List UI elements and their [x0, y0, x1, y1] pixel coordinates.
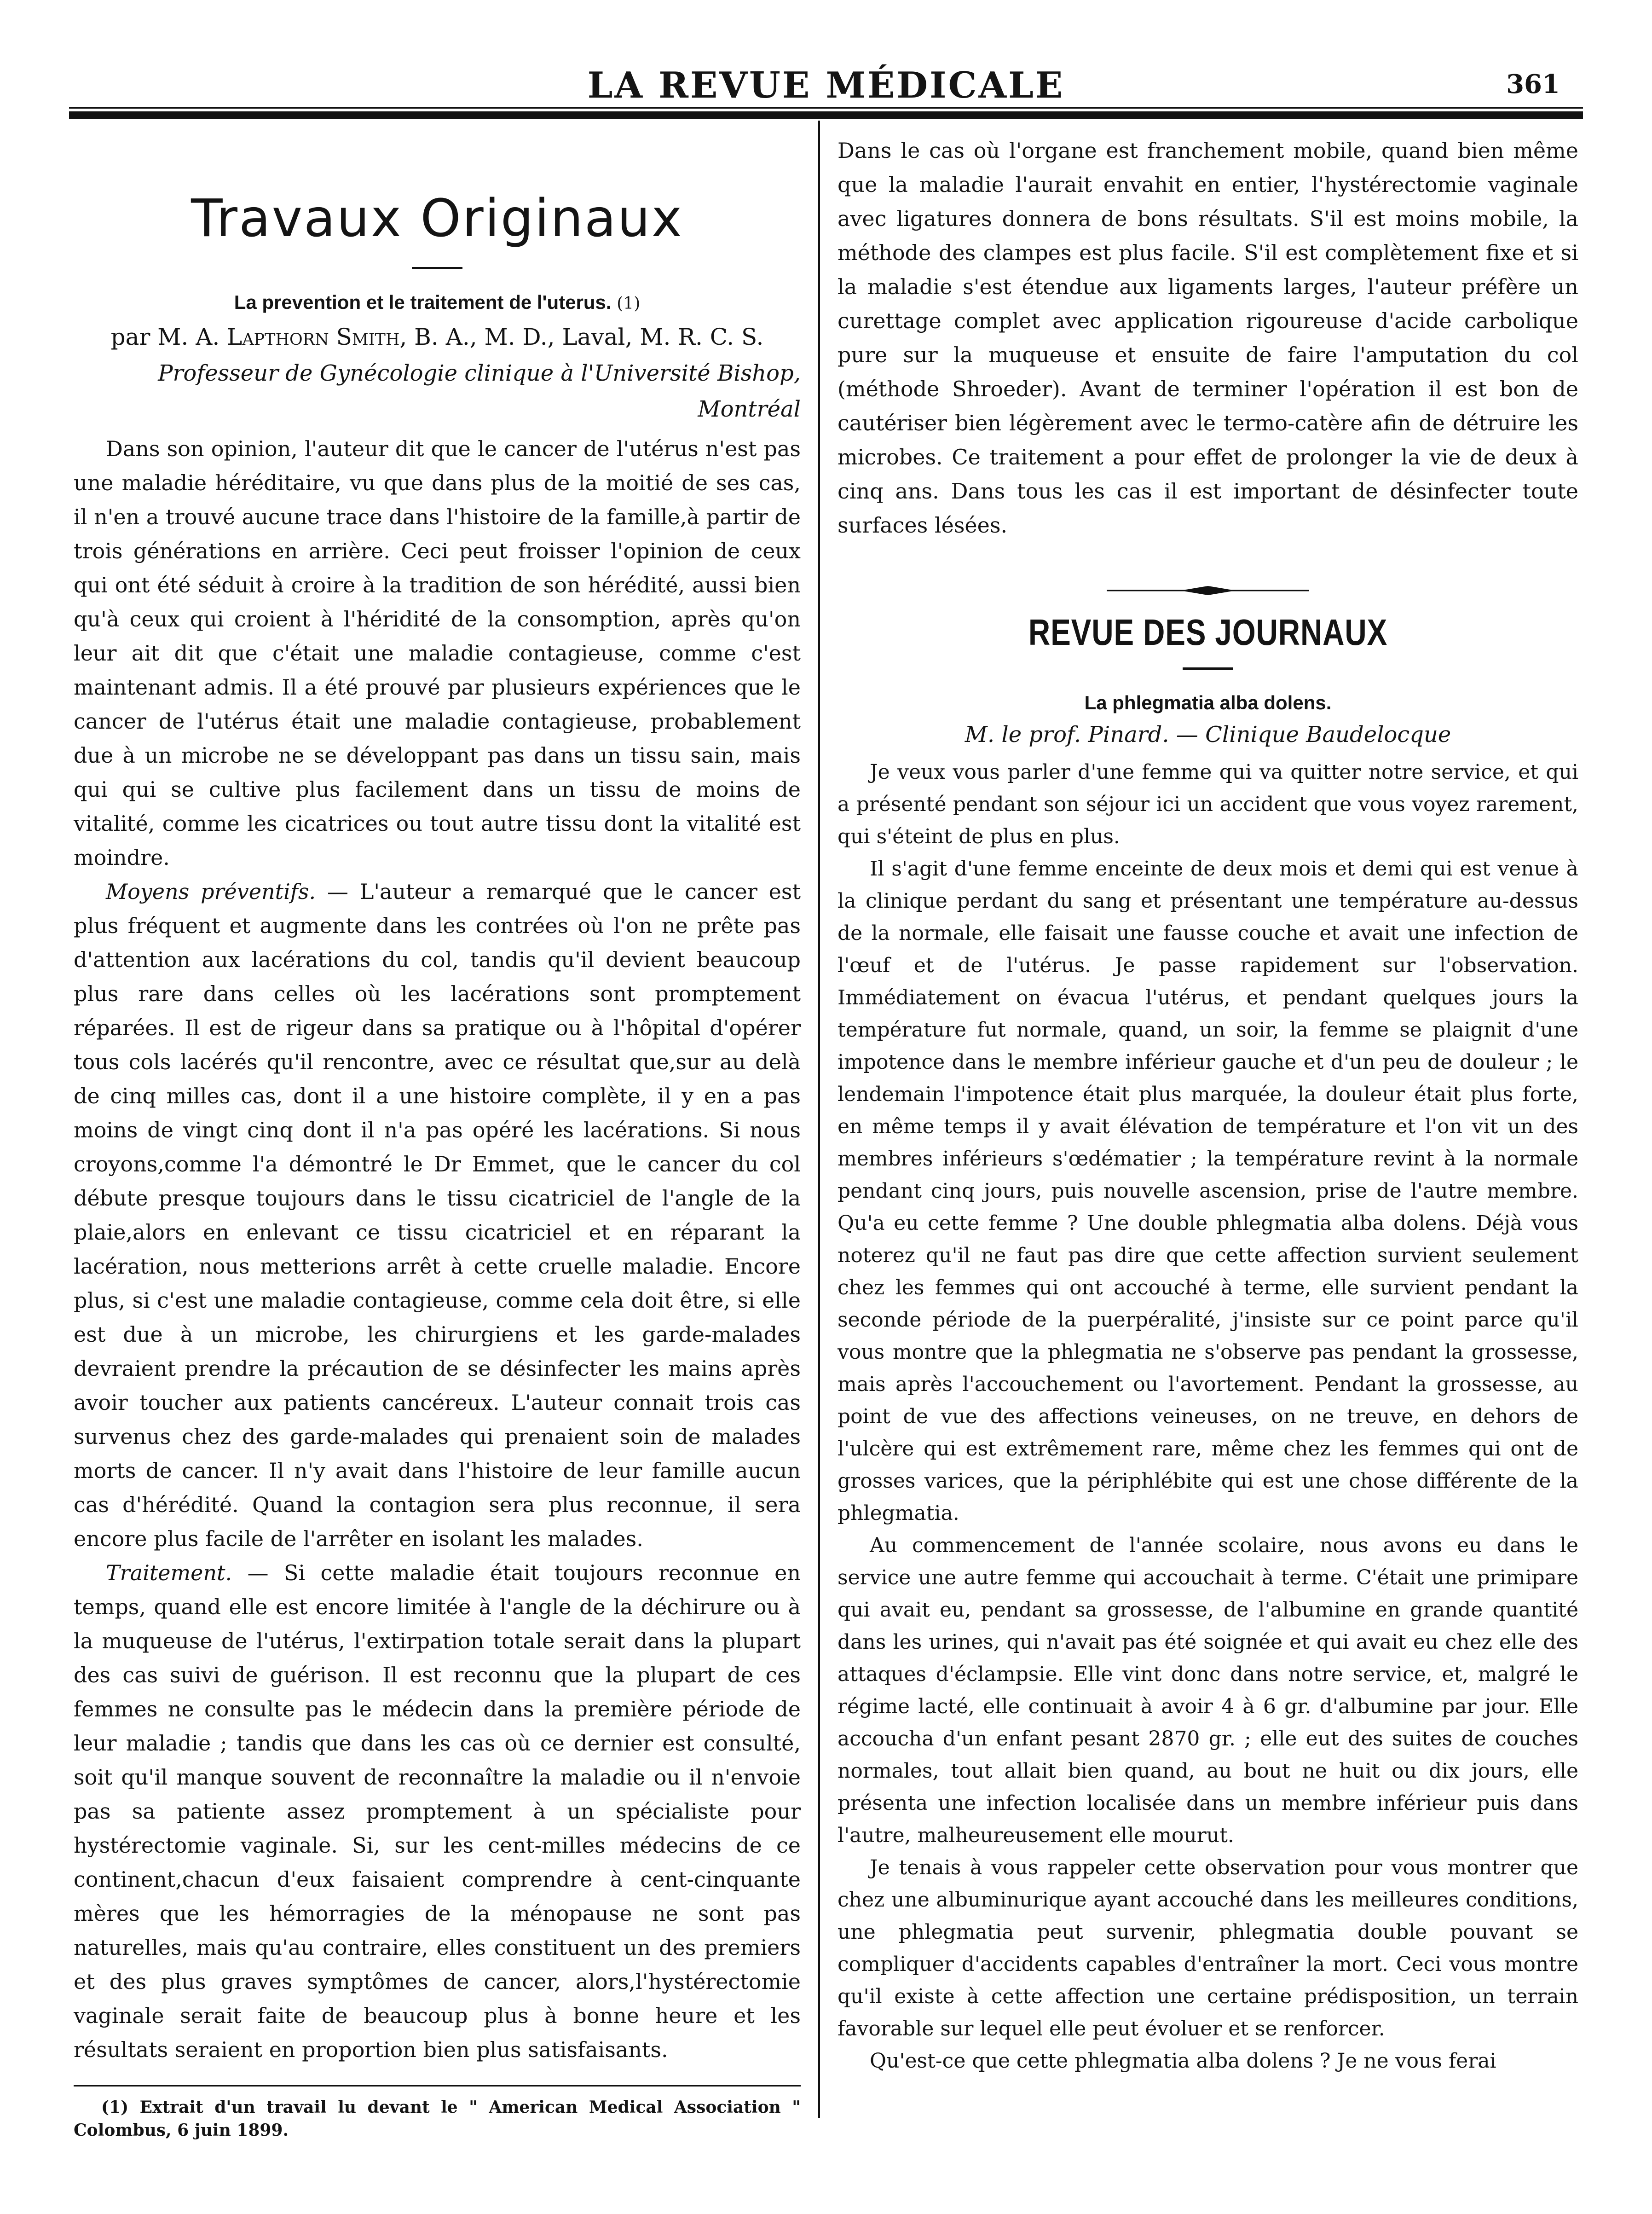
- ornament-divider: [1107, 584, 1309, 597]
- byline: [74, 319, 801, 355]
- author-affiliation: Professeur de Gynécologie clinique à l'Université Bishop, Montréal: [158, 360, 801, 422]
- paragraph-moyens-preventifs: [74, 875, 801, 1556]
- paragraph-observation: Je tenais à vous rappeler cette observation pour vous montrer que chez une albuminurique ayant accouché dans les meilleures conditions, une phlegmatia peut survenir, phlegmatia double pouvant se compliquer d'accidents capables d'entraîner la mort. Ceci vous montre qu'il existe à cette affection une certaine prédisposition, un terrain favorable sur lequel elle peut évoluer et se renforcer.: [838, 1856, 1578, 2040]
- author-name: Lapthorn Smith: [227, 324, 400, 350]
- paragraph-case-2: Au commencement de l'année scolaire, nous avons eu dans le service une autre femme qui accouchait à terme. C'était une primipare qui avait eu, pendant sa grossesse, de l'albumine en grande quantité dans les urines, qui n'avait pas été soignée et qui avait eu chez elle des attaques d'éclampsie. Elle vint donc dans notre service, et, malgré le régime lacté, elle continuait à avoir 4 à 6 gr. d'albumine par jour. Elle accoucha d'un enfant pesant 2870 gr. ; elle eut des suites de couches normales, tout allait bien quand, au bout ne huit ou dix jours, elle présenta une infection localisée dans un membre inférieur puis dans l'autre, malheureusement elle mourut.: [838, 1534, 1578, 1847]
- header-rule-thick: [69, 111, 1583, 119]
- footnote-rule: [74, 2085, 801, 2086]
- paragraph-intro: Je veux vous parler d'une femme qui va quitter notre service, et qui a présenté pendant son séjour ici un accident que vous voyez rarement, qui s'éteint de plus en plus.: [838, 760, 1578, 848]
- text-traitement: — Si cette maladie était toujours reconnue en temps, quand elle est encore limitée à l'angle de la déchirure ou à la muqueuse de l'utérus, l'extirpation totale serait dans la plupart des cas suivi de guérison. Il est reconnu que la plupart de ces femmes ne consulte pas le médecin dans la première période de leur maladie ; tandis que dans les cas où ce dernier est consulté, soit qu'il manque souvent de reconnaître la maladie ou il n'envoie pas sa patiente assez promptement à un spécialiste pour hystérectomie vaginale. Si, sur les cent-milles médecins de ce continent,chacun d'eux faisaient comprendre à cent-cinquante mères que les hémorragies de la ménopause ne sont pas naturelles, mais qu'au contraire, elles constituent un des premiers et des plus graves symptômes de cancer, alors,l'hystérectomie vaginale serait faite de beaucoup plus à bonne heure et les résultats seraient en proportion bien plus satisfaisants.: [74, 1560, 801, 2062]
- footnote-marker: (1): [617, 294, 641, 313]
- section-title-revue: REVUE DES JOURNAUX: [1028, 612, 1388, 653]
- page-number: 361: [1506, 69, 1560, 99]
- text-moyens-preventifs: — L'auteur a remarqué que le cancer est plus fréquent et augmente dans les contrées où l'on ne prête pas d'attention aux lacérations du col, tandis qu'il devient beaucoup plus rare dans celles où les lacérations sont promptement réparées. Il est de rigeur dans sa pratique ou à l'hôpital d'opérer tous cols lacérés qu'il rencontre, avec ce résultat que,sur au delà de cinq milles cas, dont il a une histoire complète, il y en a pas moins de vingt cinq dont il n'a pas opéré les lacérations. Si nous croyons,comme l'a démontré le Dr Emmet, que le cancer du col débute presque toujours dans le tissu cicatriciel de l'angle de la plaie,alors en enlevant ce tissu cicatriciel et en réparant la lacération, nous metterions arrêt à cette cruelle maladie. Encore plus, si c'est une maladie contagieuse, comme cela doit être, si elle est due à un microbe, les chirurgiens et les garde-malades devraient prendre la précaution de se désinfecter les mains après avoir toucher aux patients cancéreux. L'auteur connait trois cas survenus chez des garde-malades qui prenaient soin de malades morts de cancer. Il n'y avait dans l'histoire de leur famille aucun cas d'hérédité. Quand la contagion sera plus reconnue, il sera encore plus facile de l'arrêter en isolant les malades.: [74, 879, 801, 1551]
- byline-suffix: , B. A., M. D., Laval, M. R. C. S.: [399, 324, 764, 350]
- article-title-phlegmatia: La phlegmatia alba dolens.: [1084, 692, 1332, 713]
- section-rule: [412, 267, 462, 269]
- article-title: [74, 288, 801, 319]
- paragraph-continuation: Dans le cas où l'organe est franchement mobile, quand bien même que la maladie l'aurait envahit en entier, l'hystérectomie vaginale avec ligatures donnera de bons résultats. S'il est moins mobile, la méthode des clampes est plus facile. S'il est complètement fixe et si la maladie s'est étendue aux ligaments larges, l'auteur préfère un curettage complet avec application rigoureuse d'acide carbolique pure sur la muqueuse et ensuite de faire l'amputation du col (méthode Shroeder). Avant de terminer l'opération il est bon de cautériser bien légèrement avec le termo-catère afin de détruire les microbes. Ce traitement a pour effet de prolonger la vie de deux à cinq ans. Dans tous les cas il est important de désinfecter toute surfaces lésées.: [838, 138, 1578, 538]
- label-traitement: Traitement.: [106, 1560, 232, 1585]
- left-column: [74, 133, 801, 2142]
- paragraph-traitement: [74, 1556, 801, 2067]
- section-title-travaux: Travaux Originaux: [191, 189, 683, 249]
- footnote: (1) Extrait d'un travail lu devant le " American Medical Association " Colombus, 6 juin 1899.: [74, 2098, 801, 2140]
- article-subtitle: M. le prof. Pinard. — Clinique Baudelocque: [965, 722, 1451, 748]
- label-moyens-preventifs: Moyens préventifs.: [106, 879, 316, 904]
- running-head: LA REVUE MÉDICALE: [587, 64, 1065, 106]
- paragraph-opinion: Dans son opinion, l'auteur dit que le cancer de l'utérus n'est pas une maladie héréditaire, vu que dans plus de la moitié de ses cas, il n'en a trouvé aucune trace dans l'histoire de la famille,à partir de trois générations en arrière. Ceci peut froisser l'opinion de ceux qui ont été séduit à croire à la tradition de son hérédité, aussi bien qu'à ceux qui croient à l'héridité de la consomption, après qu'on leur ait dit que c'était une maladie contagieuse, comme c'est maintenant admis. Il a été prouvé par plusieurs expériences que le cancer de l'utérus était une maladie contagieuse, probablement due à un microbe ne se développant pas dans un tissu sain, mais qui qui se cultive plus facilement dans un tissu de moins de vitalité, comme les cicatrices ou tout autre tissu dont la vitalité est moindre.: [74, 436, 801, 870]
- paragraph-question: Qu'est-ce que cette phlegmatia alba dolens ? Je ne vous ferai: [870, 2049, 1496, 2073]
- section-rule-2: [1183, 667, 1233, 670]
- paragraph-case-1: Il s'agit d'une femme enceinte de deux mois et demi qui est venue à la clinique perdant du sang et présentant une température au-dessus de la normale, elle faisait une fausse couche et avait une infection de l'œuf et de l'utérus. Je passe rapidement sur l'observation. Immédiatement on évacua l'utérus, et pendant quelques jours la température fut normale, quand, un soir, la femme se plaignit d'une impotence dans le membre inférieur gauche et d'un peu de douleur ; le lendemain l'impotence était plus marquée, la douleur était plus forte, en même temps il y avait élévation de température et l'on vit un des membres inférieurs s'œdématier ; la température revint à la normale pendant cinq jours, puis nouvelle ascension, prise de l'autre membre. Qu'a eu cette femme ? Une double phlegmatia alba dolens. Déjà vous noterez qu'il ne faut pas dire que cette affection survient seulement chez les femmes qui ont accouché à terme, elle survient pendant la seconde période de la puerpéralité, j'insiste sur ce point parce qu'il vous montre que la phlegmatia ne s'observe pas pendant la grossesse, mais après l'accouchement ou l'avortement. Pendant la grossesse, au point de vue des affections veineuses, on ne treuve, en dehors de l'ulcère qui est extrêmement rare, même chez les femmes qui ont de grosses varices, que la périphlébite qui est une chose différente de la phlegmatia.: [838, 857, 1578, 1525]
- column-divider: [818, 121, 820, 2118]
- header-rule-thin: [69, 107, 1583, 109]
- right-column: [838, 133, 1578, 2077]
- byline-prefix: par M. A.: [110, 324, 220, 350]
- article-title-text: La prevention et le traitement de l'uterus.: [234, 291, 612, 313]
